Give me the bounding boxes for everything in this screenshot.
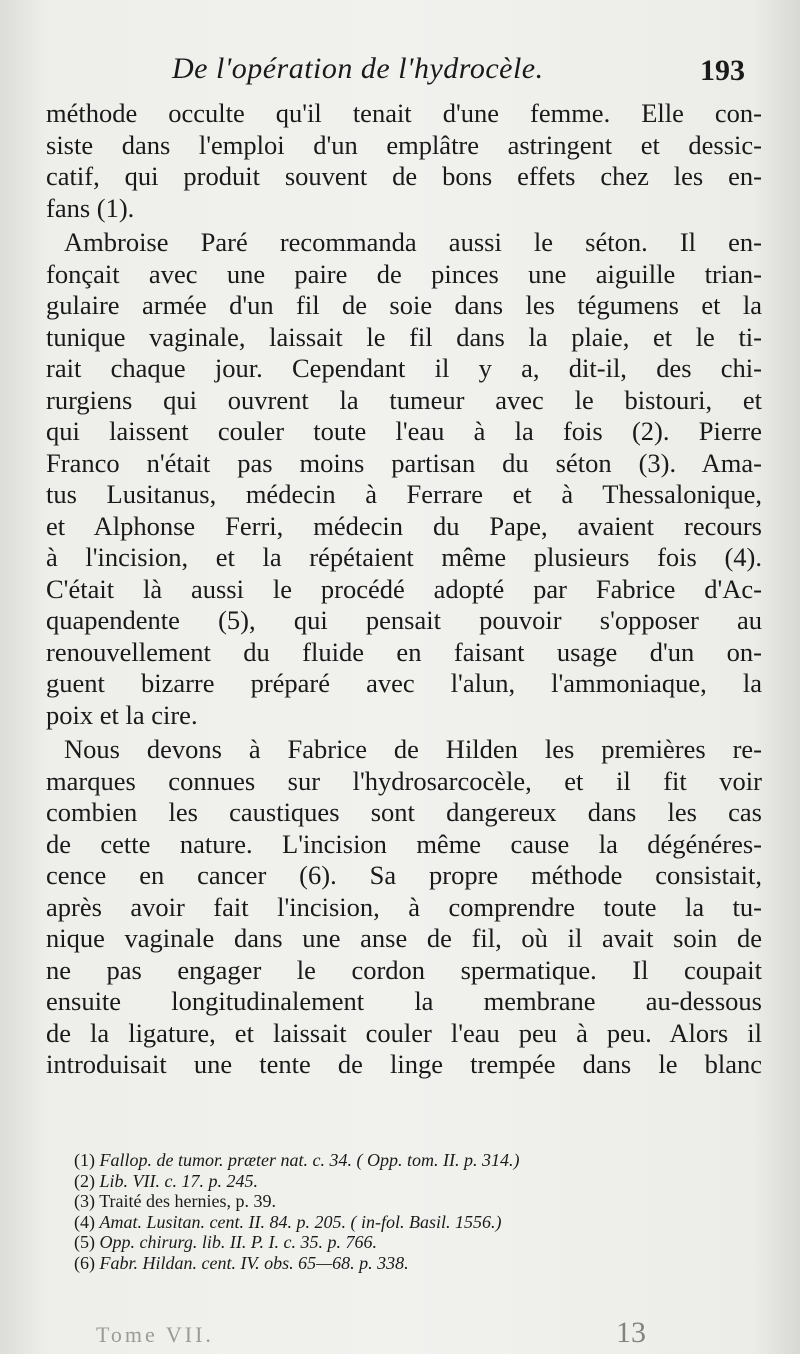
footnote-text: Fabr. Hildan. cent. IV. obs. 65—68. p. 338. [99,1252,409,1273]
footnote-text: Fallop. de tumor. præter nat. c. 34. ( Opp. tom. II. p. 314.) [99,1150,520,1170]
footnote-text: Amat. Lusitan. cent. II. 84. p. 205. ( in-fol. Basil. 1556.) [99,1211,502,1232]
text-line: rait chaque jour. Cependant il y a, dit-il, des chi- [46,353,762,383]
text-line: de la ligature, et laissait couler l'eau peu à peu. Alors il [46,1017,762,1048]
footnote-text: Traité des hernies, p. 39. [99,1191,276,1211]
text-line: ne pas engager le cordon spermatique. Il coupait [46,954,762,985]
text-line: ensuite longitudinalement la membrane au-dessous [46,986,762,1016]
text-line: méthode occulte qu'il tenait d'une femme. Elle con- [46,98,762,128]
body-text [46,98,762,1081]
text-line: de cette nature. L'incision même cause la dégénéres- [46,828,762,859]
text-line: fonçait avec une paire de pinces une aiguille trian- [46,258,762,289]
gathering-number: 13 [616,1316,646,1349]
signature-line [96,1316,776,1352]
footnote [74,1212,764,1233]
text-line: qui laissent couler toute l'eau à la fois (2). Pierre [46,416,762,446]
text-line: après avoir fait l'incision, à comprendre toute la tu- [46,891,762,922]
text-line: tunique vaginale, laissait le fil dans la plaie, et le ti- [46,321,762,352]
footnote [74,1253,764,1274]
footnote-text: Opp. chirurg. lib. II. P. I. c. 35. p. 766. [99,1232,377,1252]
text-line: Ambroise Paré recommanda aussi le séton. Il en- [64,227,762,257]
footnote-mark: (1) [74,1150,95,1170]
text-line: Franco n'était pas moins partisan du séton (3). Ama- [46,447,762,478]
paragraph [46,227,762,731]
paragraph [46,98,762,224]
footnote-text: Lib. VII. c. 17. p. 245. [99,1170,258,1191]
page-number: 193 [700,54,745,87]
text-line: nique vaginale dans une anse de fil, où il avait soin de [46,923,762,953]
text-line: rurgiens qui ouvrent la tumeur avec le bistouri, et [46,384,762,415]
text-line: combien les caustiques sont dangereux dans les cas [46,797,762,827]
text-line: à l'incision, et la répétaient même plusieurs fois (4). [46,542,762,572]
text-line: et Alphonse Ferri, médecin du Pape, avaient recours [46,510,762,541]
text-line: introduisait une tente de linge trempée dans le blanc [46,1049,762,1079]
text-line: catif, qui produit souvent de bons effets chez les en- [46,161,762,191]
footnote-mark: (5) [74,1232,95,1252]
text-line: quapendente (5), qui pensait pouvoir s'opposer au [46,605,762,635]
text-line: siste dans l'emploi d'un emplâtre astringent et dessic- [46,129,762,160]
footnote [74,1232,764,1253]
text-line: tus Lusitanus, médecin à Ferrare et à Thessalonique, [46,479,762,509]
running-title: De l'opération de l'hydrocèle. [172,52,544,85]
footnotes [74,1150,764,1273]
footnote-mark: (3) [74,1191,95,1211]
footnote-mark: (4) [74,1211,95,1232]
footnote [74,1150,764,1171]
footnote-mark: (2) [74,1170,95,1191]
text-line: cence en cancer (6). Sa propre méthode consistait, [46,860,762,890]
footnote [74,1171,764,1192]
text-line: renouvellement du fluide en faisant usage d'un on- [46,636,762,667]
footnote-mark: (6) [74,1252,95,1273]
text-line: poix et la cire. [46,699,198,730]
text-line: fans (1). [46,192,135,223]
text-line: guent bizarre préparé avec l'alun, l'ammoniaque, la [46,668,762,698]
running-head [0,52,800,92]
paragraph [46,734,762,1081]
volume-signature: Tome VII. [96,1322,214,1347]
text-line: C'était là aussi le procédé adopté par Fabrice d'Ac- [46,573,762,604]
footnote [74,1191,764,1212]
text-line: Nous devons à Fabrice de Hilden les premières re- [64,734,762,764]
text-line: marques connues sur l'hydrosarcocèle, et il fit voir [46,765,762,796]
text-line: gulaire armée d'un fil de soie dans les tégumens et la [46,290,762,320]
